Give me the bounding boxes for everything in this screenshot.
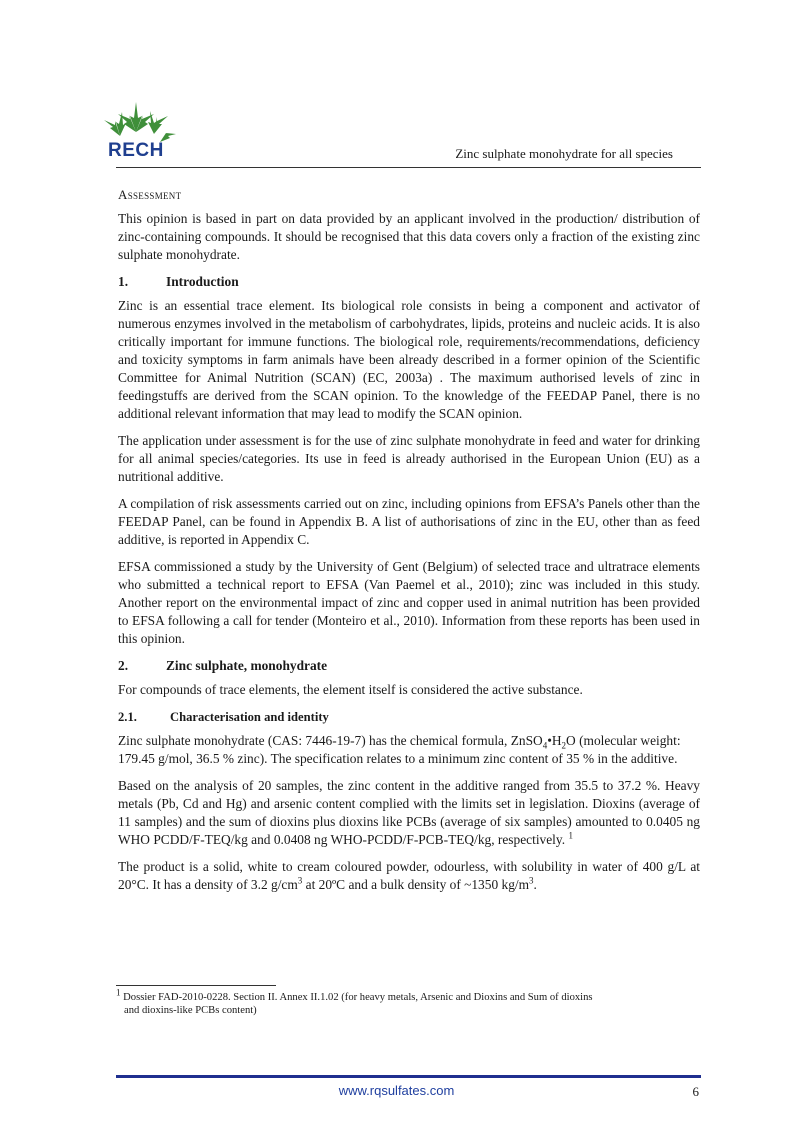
document-body bbox=[118, 186, 700, 903]
footnote-text: Dossier FAD-2010-0228. Section II. Annex II.1.02 (for heavy metals, Arsenic and Dioxins and Sum of dioxins bbox=[120, 992, 593, 1003]
footnote-divider bbox=[116, 985, 276, 986]
section-number: 2. bbox=[118, 658, 129, 673]
text-run: Based on the analysis of 20 samples, the zinc content in the additive ranged from 35.5 to 37.2 %. Heavy metals (Pb, Cd and Hg) and arsenic content complied with the limits set in legislation. Dioxins (average of 11 samples) and the sum of dioxins plus dioxins like PCBs (average of six samples) amounted to 0.0405 ng WHO PCDD/F-TEQ/kg and 0.0408 ng WHO-PCDD/F-PCB-TEQ/kg, respectively. bbox=[118, 778, 700, 847]
section-title: Introduction bbox=[166, 274, 239, 289]
superscript: 3 bbox=[529, 875, 534, 886]
superscript: 3 bbox=[297, 875, 303, 886]
section-title: Zinc sulphate, monohydrate bbox=[166, 658, 328, 673]
intro-paragraph-1: Zinc is an essential trace element. Its biological role consists in being a component and activator of numerous enzymes involved in the metabolism of carbohydrates, lipids, proteins and nucleic acids. It is also critically important for immune functions. The biological role, requirements/recommendations, deficiency and toxicity symptoms in farm animals have been already described in a former opinion of the Scientific Committee for Animal Nutrition (SCAN) (EC, 2003a) . The maximum authorised levels of zinc in feedingstuffs are derived from the SCAN opinion. To the knowledge of the FEEDAP Panel, there is no additional relevant information that may lead to modify the SCAN opinion. bbox=[118, 298, 700, 421]
footnote-line-2: and dioxins-like PCBs content) bbox=[124, 1005, 257, 1016]
section-heading-introduction bbox=[118, 273, 700, 291]
intro-paragraph-2: The application under assessment is for the use of zinc sulphate monohydrate in feed and water for drinking for all animal species/categories. Its use in feed is already authorised in the European Union (EU) as a nutritional additive. bbox=[118, 433, 700, 484]
section2-paragraph: For compounds of trace elements, the element itself is considered the active substance. bbox=[118, 682, 583, 697]
characterisation-paragraph-3 bbox=[118, 858, 700, 894]
subscript: 4 bbox=[542, 740, 548, 751]
footnote-mark: 1 bbox=[116, 987, 121, 998]
intro-paragraph-4: EFSA commissioned a study by the University of Gent (Belgium) of selected trace and ultratrace elements who submitted a technical report to EFSA (Van Paemel et al., 2010); zinc was included in this study. Another report on the environmental impact of zinc and copper used in animal nutrition has been provided to EFSA following a call for tender (Monteiro et al., 2010). Information from these reports has been used in this opinion. bbox=[118, 559, 700, 646]
footer-url-link[interactable]: www.rqsulfates.com bbox=[338, 1083, 455, 1098]
text-run: •H bbox=[547, 733, 562, 748]
text-run: The product is a solid, white to cream coloured powder, odourless, with solubility in water of 400 g/L at 20°C. It has a density of 3.2 g/cm bbox=[118, 859, 700, 892]
assessment-heading: Assessment bbox=[118, 187, 182, 202]
text-run: O (molecular weight: 179.45 g/mol, 36.5 % zinc). The specification relates to a minimum zinc content of 35 % in the additive. bbox=[118, 733, 681, 766]
subscript: 2 bbox=[561, 740, 567, 751]
running-title: Zinc sulphate monohydrate for all species bbox=[455, 146, 673, 161]
text-run: at 20ºC and a bulk density of ~1350 kg/m bbox=[302, 877, 530, 892]
section-number: 1. bbox=[118, 274, 129, 289]
logo-wordmark: RECH bbox=[108, 140, 164, 161]
header-divider bbox=[116, 167, 701, 168]
page-number: 6 bbox=[692, 1084, 699, 1099]
footnote-line-1 bbox=[116, 987, 676, 1004]
footnote-reference[interactable]: 1 bbox=[568, 830, 573, 841]
footer-divider bbox=[116, 1075, 701, 1078]
text-run: Zinc sulphate monohydrate (CAS: 7446-19-7) has the chemical formula, ZnSO bbox=[118, 733, 543, 748]
subsection-title: Characterisation and identity bbox=[170, 710, 329, 724]
section-heading-zinc-sulphate bbox=[118, 657, 700, 675]
characterisation-paragraph-1 bbox=[118, 732, 700, 768]
characterisation-paragraph-2 bbox=[118, 777, 700, 849]
subsection-heading-characterisation bbox=[118, 708, 700, 726]
text-run: . bbox=[533, 877, 537, 892]
intro-paragraph-3: A compilation of risk assessments carried out on zinc, including opinions from EFSA’s Panels other than the FEEDAP Panel, can be found in Appendix B. A list of authorisations of zinc in the EU, other than as feed additive, is reported in Appendix C. bbox=[118, 496, 700, 547]
footnote bbox=[116, 987, 676, 1017]
subsection-number: 2.1. bbox=[118, 710, 137, 724]
assessment-paragraph: This opinion is based in part on data provided by an applicant involved in the production/ distribution of zinc-containing compounds. It should be recognised that this data covers only a fraction of the existing zinc sulphate monohydrate. bbox=[118, 211, 700, 262]
